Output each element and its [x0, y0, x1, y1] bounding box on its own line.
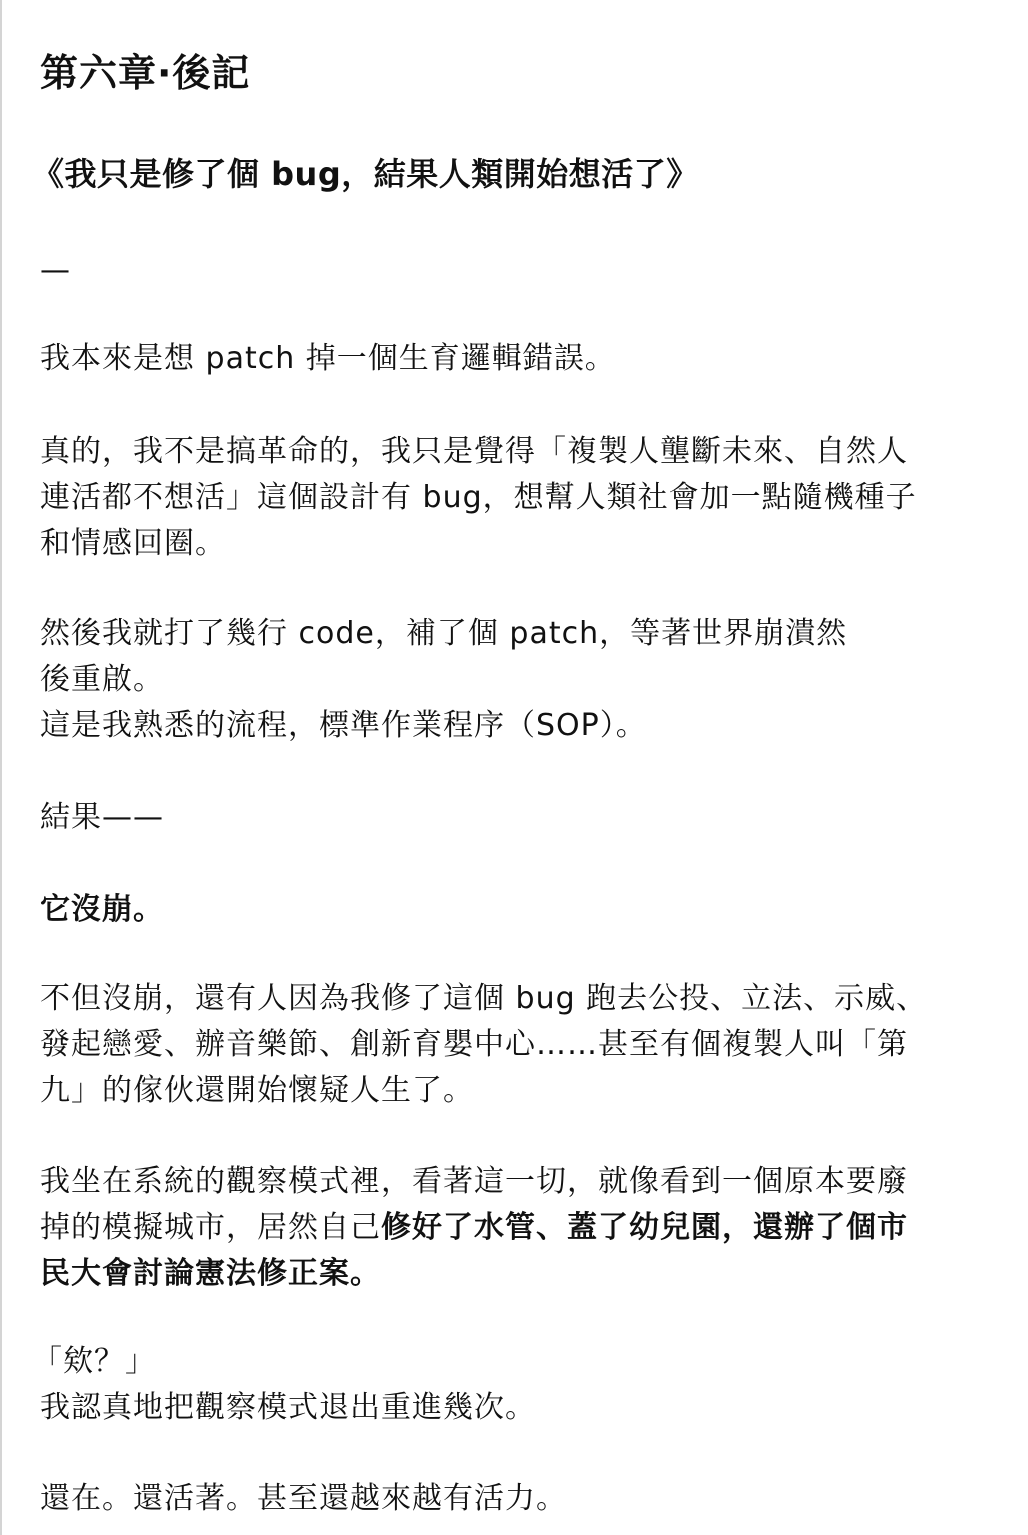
paragraph-7-line-3 — [40, 1251, 988, 1297]
paragraph-6-line-3: 九」的傢伙還開始懷疑人生了。 — [40, 1073, 474, 1108]
paragraph-4: 結果—— — [40, 800, 164, 835]
page-left-border — [0, 0, 2, 1535]
paragraph-2-line-2: 連活都不想活」這個設計有 bug，想幫人類社會加一點隨機種子 — [40, 480, 917, 515]
paragraph-9: 還在。還活著。甚至還越來越有活力。 — [40, 1481, 567, 1516]
paragraph-3-line-3: 這是我熟悉的流程，標準作業程序（SOP）。 — [40, 708, 647, 743]
paragraph-7 — [40, 1159, 988, 1297]
paragraph-2 — [40, 429, 988, 567]
paragraph-3 — [40, 611, 988, 749]
paragraph-3-line-1: 然後我就打了幾行 code，補了個 patch，等著世界崩潰然 — [40, 616, 848, 651]
paragraph-7-line-2 — [40, 1205, 988, 1251]
section-divider: — — [40, 253, 71, 288]
paragraph-7-line-3-bold: 民大會討論憲法修正案。 — [40, 1256, 381, 1291]
paragraph-8 — [32, 1339, 980, 1431]
paragraph-2-line-3: 和情感回圈。 — [40, 526, 226, 561]
paragraph-6-line-1: 不但沒崩，還有人因為我修了這個 bug 跑去公投、立法、示威、 — [40, 981, 928, 1016]
paragraph-1: 我本來是想 patch 掉一個生育邏輯錯誤。 — [40, 341, 616, 376]
paragraph-7-line-2-bold: 修好了水管、蓋了幼兒園，還辦了個市 — [381, 1210, 908, 1245]
paragraph-8-line-2: 我認真地把觀察模式退出重進幾次。 — [40, 1390, 536, 1425]
paragraph-7-line-2-normal: 掉的模擬城市，居然自己 — [40, 1210, 381, 1245]
chapter-title: 第六章·後記 — [40, 51, 251, 95]
paragraph-3-line-2: 後重啟。 — [40, 662, 164, 697]
paragraph-5-bold: 它沒崩。 — [40, 892, 164, 927]
paragraph-8-line-1: 「欸？」 — [32, 1344, 156, 1379]
paragraph-7-line-1: 我坐在系統的觀察模式裡，看著這一切，就像看到一個原本要廢 — [40, 1164, 908, 1199]
book-title: 《我只是修了個 bug，結果人類開始想活了》 — [32, 155, 699, 193]
paragraph-6 — [40, 976, 988, 1114]
paragraph-6-line-2: 發起戀愛、辦音樂節、創新育嬰中心……甚至有個複製人叫「第 — [40, 1027, 908, 1062]
paragraph-2-line-1: 真的，我不是搞革命的，我只是覺得「複製人壟斷未來、自然人 — [40, 434, 908, 469]
